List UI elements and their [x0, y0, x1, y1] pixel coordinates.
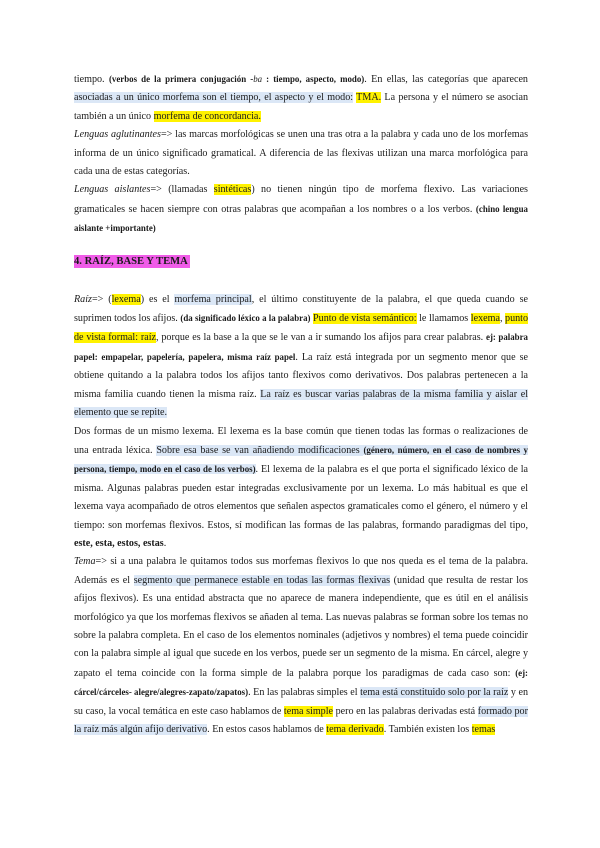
text-run: . En las palabras simples el	[248, 687, 361, 699]
text-run: , porque es la base a la que se le van a ir sumando los afijos para crear palabras.	[156, 332, 486, 344]
paragraph-lexeme-forms	[74, 423, 528, 554]
section-heading	[74, 253, 528, 271]
text-run: , el último constituyente de la palabra, el que queda cuando se suprimen todos los afijos.	[74, 293, 528, 325]
text-run: . En estos casos hablamos de	[207, 724, 327, 735]
text-run: => las marcas morfológicas se unen una tras otra a la palabra y cada uno de los morfemas informa de un único significado gramatical. A diferencia de las flexivas utilizan una marca morfológica para cada una de estas categorías.	[74, 129, 528, 178]
text-run: (chino lengua aislante +importante)	[74, 203, 528, 234]
text-run: Sobre esa base se van añadiendo modificaciones	[156, 444, 364, 456]
text-run: (verbos de la primera conjugación -	[108, 74, 254, 84]
text-run: Tema	[74, 556, 96, 568]
text-run: pero en las palabras derivadas está	[333, 705, 478, 717]
paragraph-root	[74, 291, 528, 423]
text-run: punto de vista formal: raíz	[74, 313, 529, 344]
text-run: (ej: cárcel/cárceles- alegre/alegres-zapato/zapatos)	[74, 667, 528, 698]
text-run: La persona y el número se asocian también a un único	[74, 92, 529, 122]
text-run: Lenguas aislantes	[74, 184, 151, 196]
text-run: : tiempo, aspecto, modo)	[262, 74, 365, 84]
text-run: .	[163, 537, 167, 549]
paragraph-theme	[74, 553, 528, 739]
text-run: ) es el	[140, 293, 175, 305]
text-run: (género, número, en el caso de nombres y persona, tiempo, modo en el caso de los verbos)	[74, 444, 528, 475]
text-run: => (llamadas	[150, 184, 214, 196]
section-heading-text: 4. RAÍZ, BASE Y TEMA	[74, 255, 188, 267]
text-run: ba	[253, 74, 263, 84]
text-run: (unidad que resulta de restar los afijos flexivos). Es una entidad abstracta que no aparece de manera independiente, que es útil en el análisis morfológico ya que los morfemas flexivos se añaden al tema. Las nuevas palabras se forman sobre los temas no sobre la palabra completa. En el caso de los elementos nominales (adjetivos y nombres) el tema puede coincidir con la palabra simple al igual que sucede en los verbos, puede ser un segmento de la misma. En cárcel, alegre y zapato el tema coincide con la forma simple de la palabra porque los paradigmas de cada caso son:	[74, 574, 528, 679]
text-run: ) no tienen ningún tipo de morfema flexivo. Las variaciones gramaticales se hacen siempre con otras palabras que acompañan a los nombres o a los verbos.	[74, 184, 528, 215]
text-run: morfema principal	[174, 293, 252, 305]
text-run: => si a una palabra le quitamos todos sus morfemas flexivos lo que nos queda es el tema de la palabra. Además es el	[74, 556, 528, 586]
text-run: Dos formas de un mismo lexema. El lexema es la base común que tienen todas las formas o realizaciones de una entrada léxica.	[74, 425, 528, 456]
paragraph-isolating-languages	[74, 181, 528, 238]
paragraph-agglutinative-languages	[74, 126, 528, 181]
paragraph-flexive-languages	[74, 70, 528, 126]
text-run: lexema	[111, 293, 141, 305]
text-run: Lenguas aglutinantes	[74, 129, 161, 141]
text-run: sintéticas	[213, 184, 252, 196]
text-run: tema simple	[283, 705, 334, 717]
text-run: . También existen los	[383, 724, 472, 735]
text-run: La raíz es buscar varias palabras de la misma familia y aislar el elemento que se repite.	[74, 388, 528, 419]
text-run: formado por la raíz más algún afijo derivativo	[74, 705, 528, 735]
text-run: TMA.	[356, 92, 382, 104]
text-run: tiempo.	[74, 74, 109, 85]
text-run: ,	[499, 313, 506, 325]
text-run: y en su caso, la vocal temática en este caso hablamos de	[74, 687, 528, 717]
text-run: . La raíz está integrada por un segmento menor que se obtiene quitando a la palabra todos los afijos tanto flexivos como derivativos. Dos palabras pertenecen a la misma familia cuando tienen la misma raíz.	[74, 351, 528, 400]
text-run: segmento que permanece estable en todas las formas flexivas	[133, 574, 391, 586]
text-run: tema está constituido solo por la raíz	[360, 687, 509, 699]
text-run: le llamamos	[416, 313, 471, 325]
text-run: (da significado léxico a la palabra)	[180, 313, 311, 324]
text-run: este, esta, estos, estas	[74, 537, 164, 549]
text-run: lexema	[470, 313, 500, 325]
text-run: => (	[91, 293, 112, 305]
text-run: morfema de concordancia.	[153, 110, 261, 122]
document-body	[74, 70, 528, 739]
text-run: Raíz	[74, 293, 92, 305]
text-run: tema derivado	[326, 724, 384, 735]
text-run: Punto de vista semántico:	[313, 313, 417, 325]
text-run: ej: palabra papel: empapelar, papelería, papelera, misma raíz papel	[74, 332, 528, 362]
text-run: temas	[471, 724, 496, 735]
text-run: . El lexema de la palabra es el que porta el significado léxico de la misma. Algunas palabras pueden estar integradas exclusivamente por un lexema. Lo más habitual es que el lexema vaya acompañado de otros elementos que señalen aspectos gramaticales como el género, el número y el tiempo: son morfemas flexivos. Estos, sí modifican las formas de las palabras, formando paradigmas del tipo,	[74, 464, 528, 531]
text-run: . En ellas, las categorías que aparecen	[364, 74, 528, 85]
text-run: asociadas a un único morfema son el tiempo, el aspecto y el modo:	[74, 92, 354, 104]
